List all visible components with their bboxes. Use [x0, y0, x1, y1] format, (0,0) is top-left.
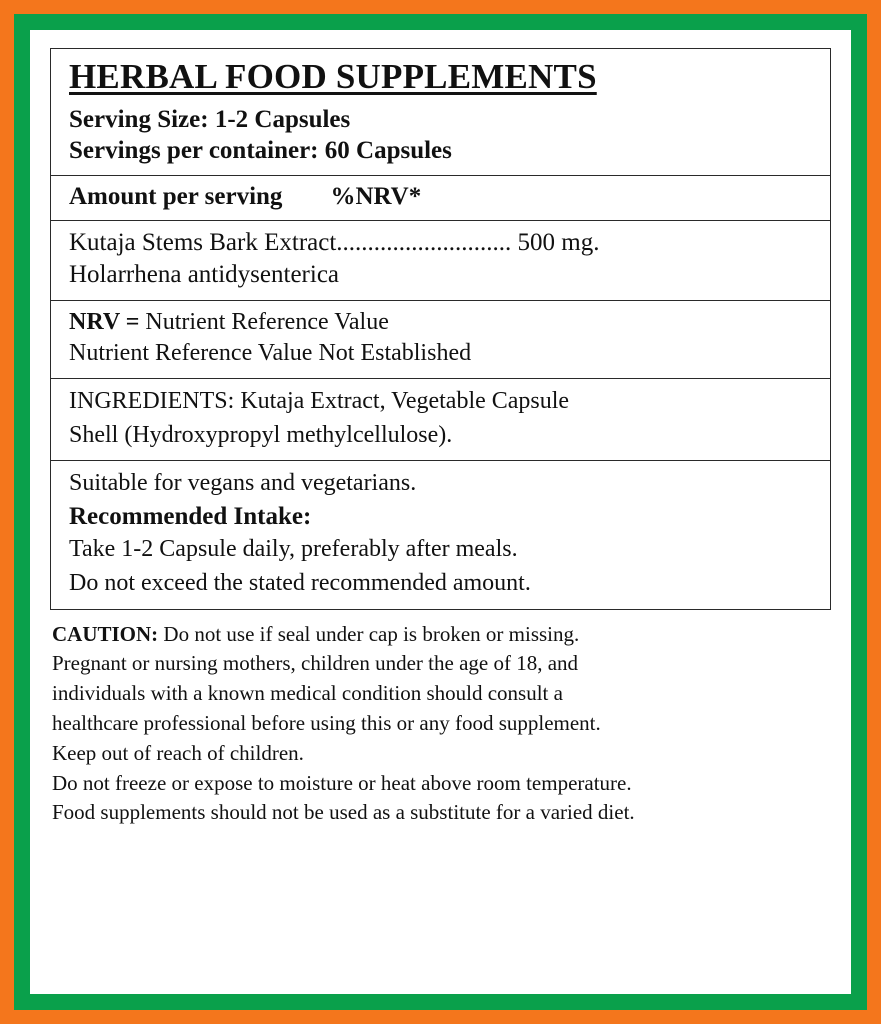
facts-header-row [51, 49, 830, 176]
servings-per-container-line: Servings per container: 60 Capsules [69, 137, 452, 165]
caution-block [50, 620, 831, 829]
caution-line-5: Keep out of reach of children. [52, 740, 304, 765]
amount-per-serving-label: Amount per serving [69, 182, 283, 210]
ingredient-amount-row [51, 221, 830, 301]
ingredients-line-2: Shell (Hydroxypropyl methylcellulose). [69, 421, 453, 448]
supplement-facts-box [50, 48, 831, 610]
recommended-intake-heading: Recommended Intake: [69, 502, 312, 530]
ingredients-row [51, 379, 830, 461]
ingredient-amount: 500 mg. [517, 228, 600, 256]
caution-line-4: healthcare professional before using this or any food supplement. [52, 710, 601, 735]
ingredient-latin-name: Holarrhena antidysenterica [69, 261, 340, 289]
nrv-percent-label: %NRV* [330, 182, 422, 210]
nrv-not-established: Nutrient Reference Value Not Established [69, 340, 472, 367]
label-inner-border [14, 14, 867, 1010]
leader-dots: ............................ [336, 228, 512, 256]
intake-line-1: Take 1-2 Capsule daily, preferably after meals. [69, 536, 518, 563]
nrv-meaning: Nutrient Reference Value [145, 308, 389, 335]
nrv-abbreviation: NRV = [69, 308, 140, 335]
label-content [30, 30, 851, 994]
page-title: HERBAL FOOD SUPPLEMENTS [69, 57, 597, 96]
serving-size-line: Serving Size: 1-2 Capsules [69, 106, 351, 134]
caution-line-7: Food supplements should not be used as a substitute for a varied diet. [52, 800, 635, 825]
amount-per-serving-row [51, 176, 830, 221]
caution-line-3: individuals with a known medical condition should consult a [52, 681, 563, 706]
caution-label: CAUTION: [52, 621, 159, 646]
ingredient-name: Kutaja Stems Bark Extract [69, 228, 337, 256]
nrv-definition-row [51, 301, 830, 379]
intake-line-2: Do not exceed the stated recommended amount. [69, 569, 531, 596]
suitable-for-line: Suitable for vegans and vegetarians. [69, 470, 417, 497]
caution-line-2: Pregnant or nursing mothers, children under the age of 18, and [52, 651, 579, 676]
caution-line-1: Do not use if seal under cap is broken or missing. [163, 621, 580, 646]
caution-line-6: Do not freeze or expose to moisture or heat above room temperature. [52, 770, 632, 795]
intake-row [51, 461, 830, 608]
ingredients-line-1: INGREDIENTS: Kutaja Extract, Vegetable Capsule [69, 388, 570, 415]
